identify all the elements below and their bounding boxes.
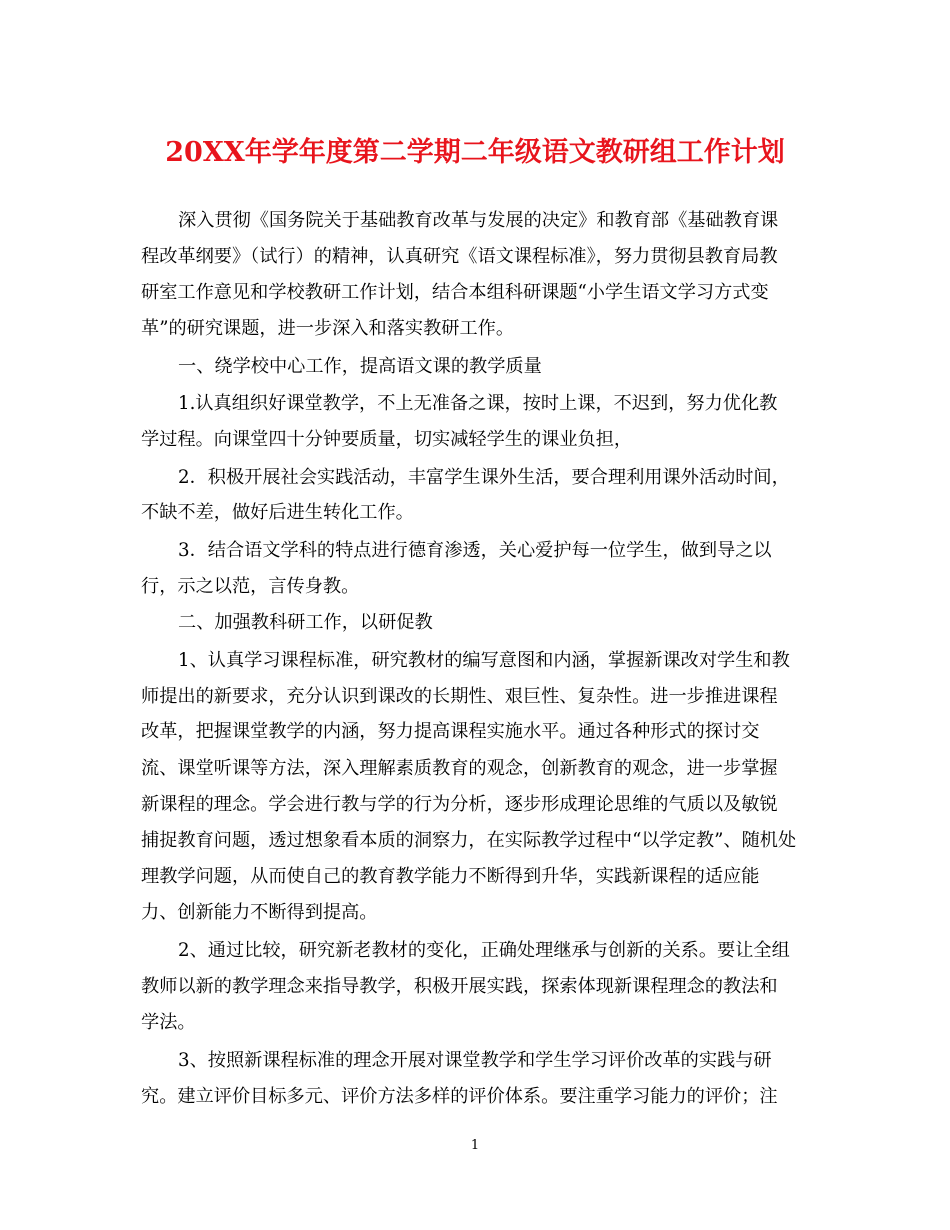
paragraph-line: 革”的研究课题，进一步深入和落实教研工作。 bbox=[141, 318, 515, 339]
paragraph-line: 新课程的理念。学会进行教与学的行为分析，逐步形成理论思维的气质以及敏锐 bbox=[141, 794, 778, 815]
paragraph-line: 改革，把握课堂教学的内涵，努力提高课程实施水平。通过各种形式的探讨交 bbox=[141, 721, 760, 742]
paragraph-line: 不缺不差，做好后进生转化工作。 bbox=[141, 502, 414, 523]
section-heading: 二、加强教科研工作，以研促教 bbox=[178, 612, 433, 633]
paragraph-line: 行，示之以范，言传身教。 bbox=[141, 576, 360, 597]
paragraph-line: 力、创新能力不断得到提高。 bbox=[141, 902, 378, 923]
paragraph-line: 3、按照新课程标准的理念开展对课堂教学和学生学习评价改革的实践与研 bbox=[178, 1050, 772, 1071]
paragraph-line: 2、通过比较，研究新老教材的变化，正确处理继承与创新的关系。要让全组 bbox=[178, 940, 790, 961]
document-title: 20XX年学年度第二学期二年级语文教研组工作计划 bbox=[165, 137, 785, 168]
paragraph-line: 2．积极开展社会实践活动，丰富学生课外生活，要合理利用课外活动时间， bbox=[178, 467, 790, 488]
paragraph-line: 捕捉教育问题，透过想象看本质的洞察力，在实际教学过程中“以学定教”、随机处 bbox=[141, 830, 797, 851]
paragraph-line: 师提出的新要求，充分认识到课改的长期性、艰巨性、复杂性。进一步推进课程 bbox=[141, 686, 778, 707]
page-number: 1 bbox=[470, 1138, 480, 1153]
paragraph-line: 学过程。向课堂四十分钟要质量，切实减轻学生的课业负担， bbox=[141, 429, 633, 450]
paragraph-line: 深入贯彻《国务院关于基础教育改革与发展的决定》和教育部《基础教育课 bbox=[178, 210, 779, 231]
paragraph-line: 3．结合语文学科的特点进行德育渗透，关心爱护每一位学生，做到导之以 bbox=[178, 540, 772, 561]
paragraph-line: 程改革纲要》（试行）的精神，认真研究《语文课程标准》，努力贯彻县教育局教 bbox=[141, 246, 778, 267]
paragraph-line: 理教学问题，从而使自己的教育教学能力不断得到升华，实践新课程的适应能 bbox=[141, 866, 760, 887]
paragraph-line: 研室工作意见和学校教研工作计划，结合本组科研课题“小学生语文学习方式变 bbox=[141, 282, 769, 303]
paragraph-line: 1、认真学习课程标准，研究教材的编写意图和内涵，掌握新课改对学生和教 bbox=[178, 650, 790, 671]
paragraph-line: 究。建立评价目标多元、评价方法多样的评价体系。要注重学习能力的评价；注 bbox=[141, 1086, 778, 1107]
paragraph-line: 教师以新的教学理念来指导教学，积极开展实践，探索体现新课程理念的教法和 bbox=[141, 976, 778, 997]
paragraph-line: 流、课堂听课等方法，深入理解素质教育的观念，创新教育的观念，进一步掌握 bbox=[141, 758, 778, 779]
section-heading: 一、绕学校中心工作，提高语文课的教学质量 bbox=[178, 356, 542, 377]
paragraph-line: 学法。 bbox=[141, 1012, 196, 1033]
paragraph-line: 1.认真组织好课堂教学，不上无准备之课，按时上课，不迟到，努力优化教 bbox=[178, 393, 778, 414]
